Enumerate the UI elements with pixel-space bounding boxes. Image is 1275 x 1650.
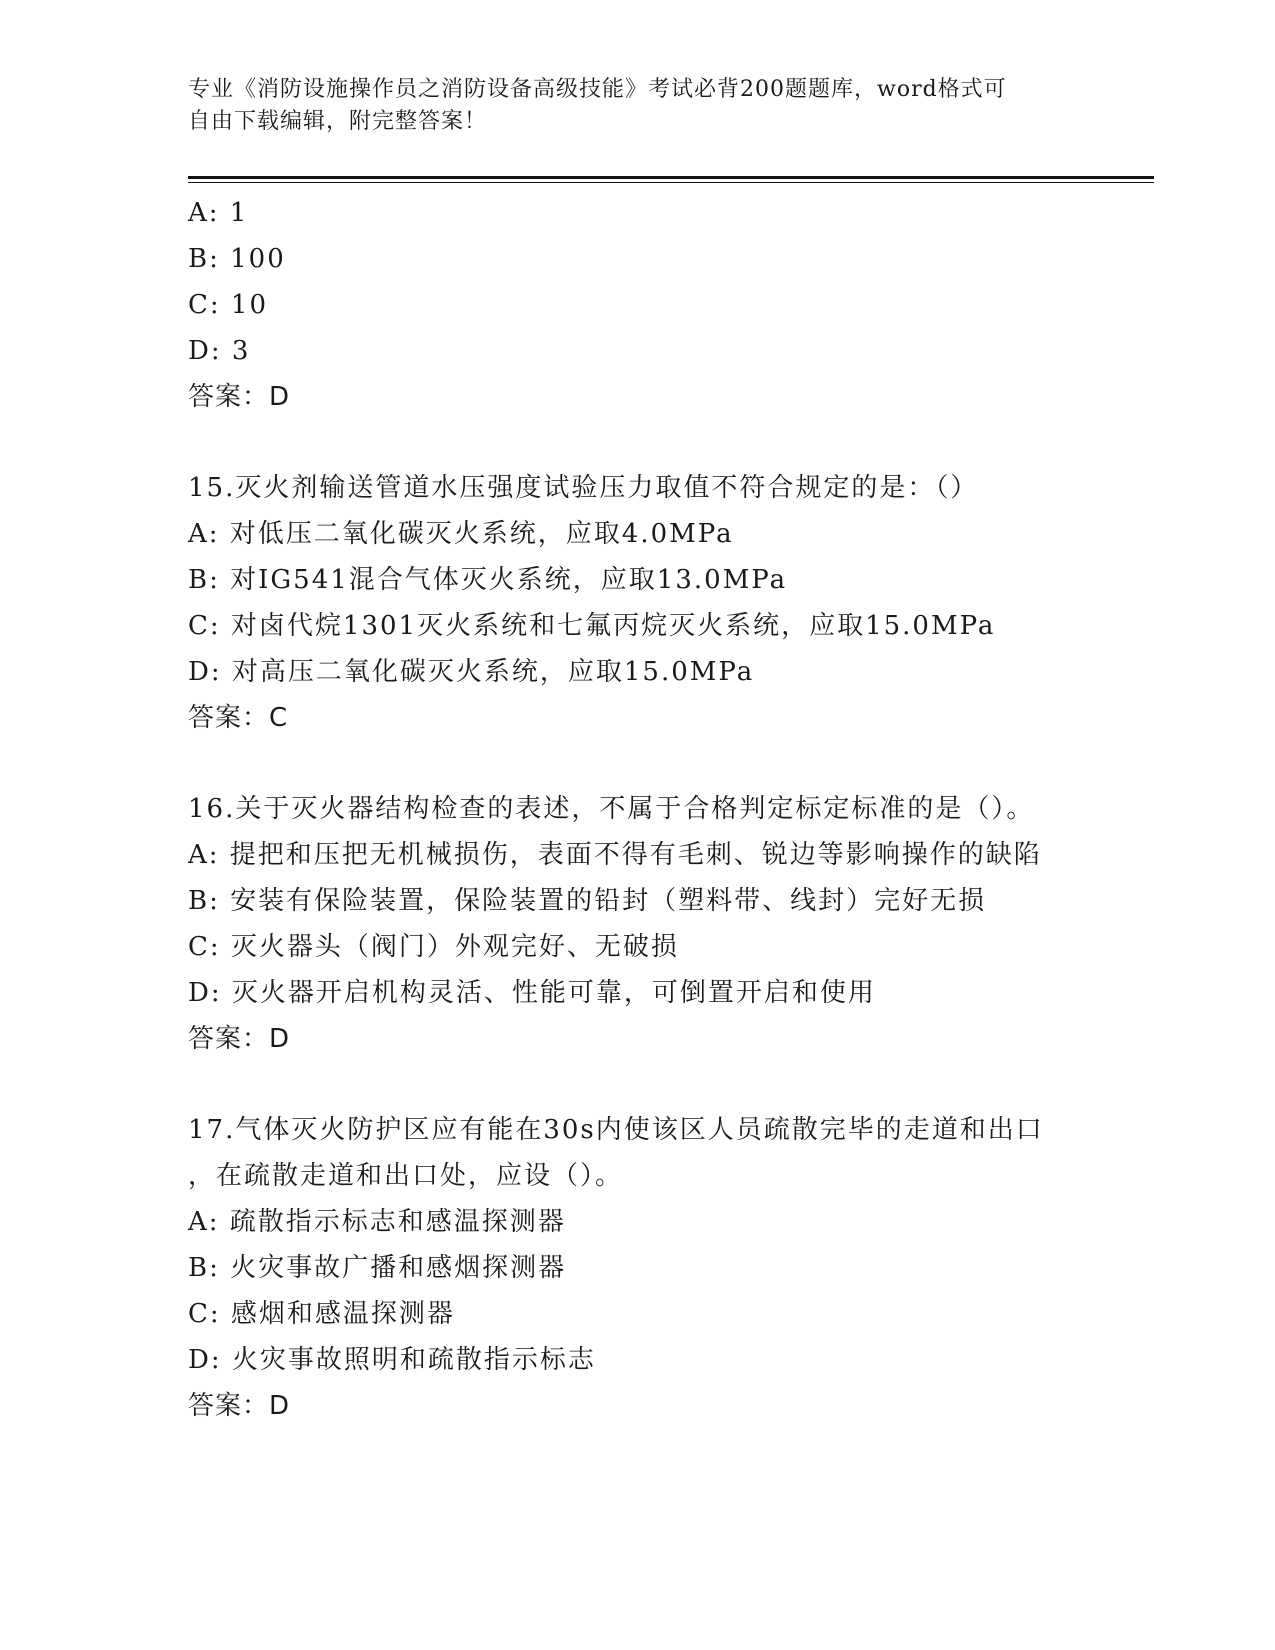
question-text: 15.灭火剂输送管道水压强度试验压力取值不符合规定的是：（）	[188, 473, 979, 503]
option-b: B: 对IG541混合气体灭火系统，应取13.0MPa	[188, 565, 788, 595]
option-b: B: 火灾事故广播和感烟探测器	[188, 1253, 567, 1283]
question-content	[188, 190, 1154, 1429]
option-d: D: 火灾事故照明和疏散指示标志	[188, 1345, 596, 1375]
header-line-1: 专业《消防设施操作员之消防设备高级技能》考试必背200题题库，word格式可	[188, 77, 1007, 102]
header-line-2: 自由下载编辑，附完整答案！	[188, 109, 488, 134]
option-c: C: 10	[188, 290, 269, 320]
option-b: B: 100	[188, 244, 286, 274]
document-header	[188, 74, 1088, 138]
option-c: C: 灭火器头（阀门）外观完好、无破损	[188, 932, 679, 962]
answer-line: 答案：D	[188, 1024, 291, 1054]
question-block-14	[188, 190, 1154, 420]
block-spacer	[188, 1062, 1154, 1107]
option-d: D: 3	[188, 336, 251, 366]
question-text: 17.气体灭火防护区应有能在30s内使该区人员疏散完毕的走道和出口	[188, 1115, 1044, 1145]
option-c: C: 感烟和感温探测器	[188, 1299, 455, 1329]
block-spacer	[188, 420, 1154, 465]
option-a: A: 提把和压把无机械损伤，表面不得有毛刺、锐边等影响操作的缺陷	[188, 840, 1042, 870]
option-b: B: 安装有保险装置，保险装置的铅封（塑料带、线封）完好无损	[188, 886, 987, 916]
answer-line: 答案：C	[188, 703, 289, 733]
answer-line: 答案：D	[188, 1391, 291, 1421]
option-d: D: 灭火器开启机构灵活、性能可靠，可倒置开启和使用	[188, 978, 876, 1008]
question-block-15	[188, 465, 1154, 741]
question-text: 16.关于灭火器结构检查的表述，不属于合格判定标定标准的是（）。	[188, 794, 1035, 824]
header-rule-thin	[188, 182, 1154, 183]
question-text-continued: ，在疏散走道和出口处，应设（）。	[188, 1161, 624, 1191]
header-rule-thick	[188, 176, 1154, 179]
question-block-16	[188, 786, 1154, 1062]
option-c: C: 对卤代烷1301灭火系统和七氟丙烷灭火系统，应取15.0MPa	[188, 611, 996, 641]
option-a: A: 1	[188, 198, 249, 228]
question-block-17	[188, 1107, 1154, 1429]
answer-line: 答案：D	[188, 382, 291, 412]
option-a: A: 疏散指示标志和感温探测器	[188, 1207, 566, 1237]
option-a: A: 对低压二氧化碳灭火系统，应取4.0MPa	[188, 519, 734, 549]
block-spacer	[188, 741, 1154, 786]
option-d: D: 对高压二氧化碳灭火系统，应取15.0MPa	[188, 657, 755, 687]
